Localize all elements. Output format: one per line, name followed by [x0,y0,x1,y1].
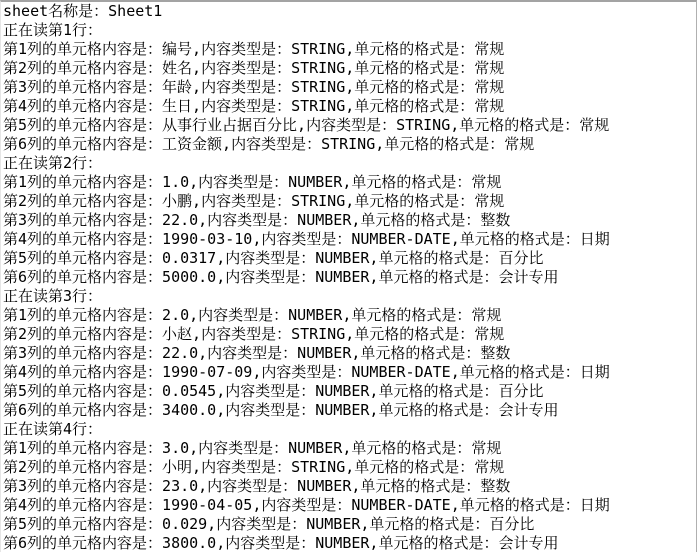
console-line-row2-col4: 第4列的单元格内容是：1990-03-10,内容类型是：NUMBER-DATE,单元格的格式是：日期 [3,230,610,248]
console-line-row4-col1: 第1列的单元格内容是：3.0,内容类型是：NUMBER,单元格的格式是：常规 [3,439,502,457]
console-line-reading-row-2: 正在读第2行： [3,154,103,172]
console-line-row3-col2: 第2列的单元格内容是：小赵,内容类型是：STRING,单元格的格式是：常规 [3,325,505,343]
console-line-row1-col3: 第3列的单元格内容是：年龄,内容类型是：STRING,单元格的格式是：常规 [3,78,505,96]
console-line-row1-col6: 第6列的单元格内容是：工资金额,内容类型是：STRING,单元格的格式是：常规 [3,135,535,153]
console-line-row1-col4: 第4列的单元格内容是：生日,内容类型是：STRING,单元格的格式是：常规 [3,97,505,115]
console-line-row3-col1: 第1列的单元格内容是：2.0,内容类型是：NUMBER,单元格的格式是：常规 [3,306,502,324]
console-line-row1-col2: 第2列的单元格内容是：姓名,内容类型是：STRING,单元格的格式是：常规 [3,59,505,77]
console-line-row3-col3: 第3列的单元格内容是：22.0,内容类型是：NUMBER,单元格的格式是：整数 [3,344,511,362]
console-line-row2-col3: 第3列的单元格内容是：22.0,内容类型是：NUMBER,单元格的格式是：整数 [3,211,511,229]
console-line-row2-col6: 第6列的单元格内容是：5000.0,内容类型是：NUMBER,单元格的格式是：会计专用 [3,268,559,286]
console-output [3,2,694,552]
console-line-row3-col5: 第5列的单元格内容是：0.0545,内容类型是：NUMBER,单元格的格式是：百分比 [3,382,544,400]
console-line-row1-col1: 第1列的单元格内容是：编号,内容类型是：STRING,单元格的格式是：常规 [3,40,505,58]
console-line-row2-col2: 第2列的单元格内容是：小鹏,内容类型是：STRING,单元格的格式是：常规 [3,192,505,210]
console-line-reading-row-1: 正在读第1行： [3,21,103,39]
console-line-reading-row-4: 正在读第4行： [3,420,103,438]
console-line-reading-row-3: 正在读第3行： [3,287,103,305]
console-line-row4-col2: 第2列的单元格内容是：小明,内容类型是：STRING,单元格的格式是：常规 [3,458,505,476]
console-line-row1-col5: 第5列的单元格内容是：从事行业占据百分比,内容类型是：STRING,单元格的格式是：常规 [3,116,610,134]
console-line-row3-col6: 第6列的单元格内容是：3400.0,内容类型是：NUMBER,单元格的格式是：会计专用 [3,401,559,419]
console-line-row4-col3: 第3列的单元格内容是：23.0,内容类型是：NUMBER,单元格的格式是：整数 [3,477,511,495]
console-line-row4-col6: 第6列的单元格内容是：3800.0,内容类型是：NUMBER,单元格的格式是：会计专用 [3,534,559,552]
console-line-sheet-name: sheet名称是：Sheet1 [3,2,163,20]
console-line-row4-col5: 第5列的单元格内容是：0.029,内容类型是：NUMBER,单元格的格式是：百分比 [3,515,535,533]
console-line-row2-col1: 第1列的单元格内容是：1.0,内容类型是：NUMBER,单元格的格式是：常规 [3,173,502,191]
console-line-row4-col4: 第4列的单元格内容是：1990-04-05,内容类型是：NUMBER-DATE,单元格的格式是：日期 [3,496,610,514]
console-line-row2-col5: 第5列的单元格内容是：0.0317,内容类型是：NUMBER,单元格的格式是：百分比 [3,249,544,267]
console-line-row3-col4: 第4列的单元格内容是：1990-07-09,内容类型是：NUMBER-DATE,单元格的格式是：日期 [3,363,610,381]
